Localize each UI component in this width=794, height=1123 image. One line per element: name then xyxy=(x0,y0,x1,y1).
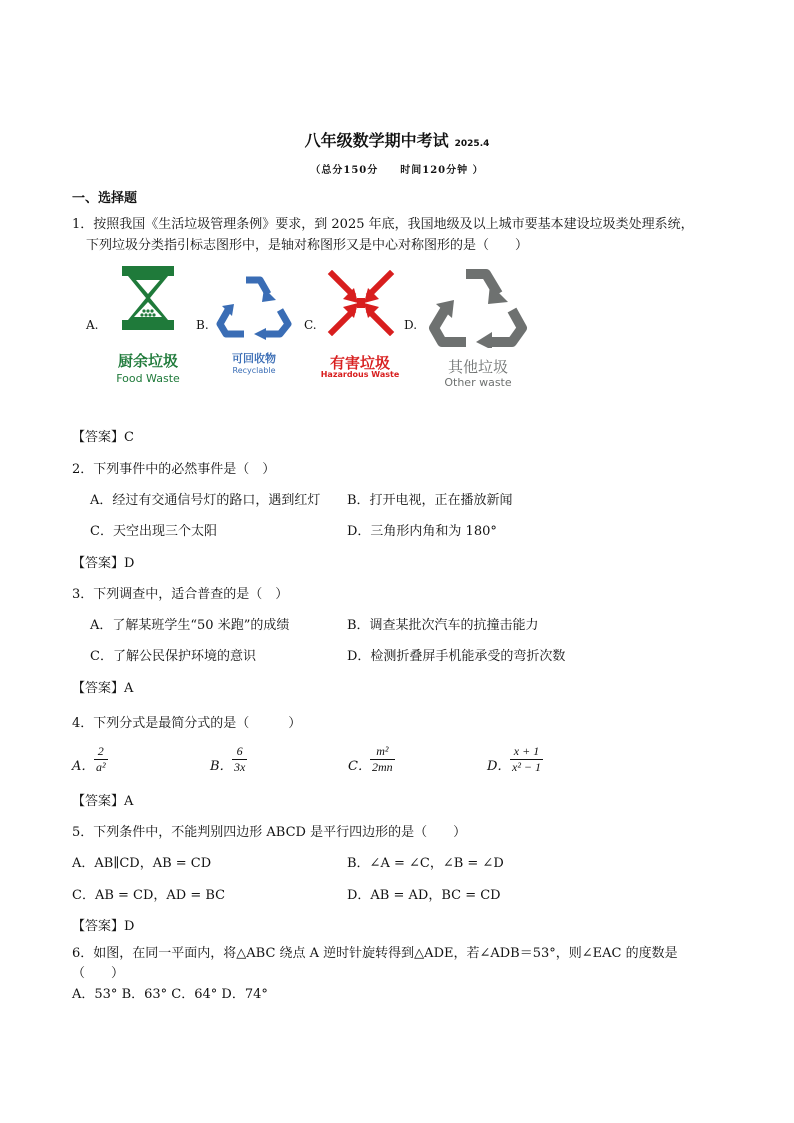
q6-stem-line1: 6．如图，在同一平面内，将△ABC 绕点 A 逆时针旋转得到△ADE，若∠ADB＝53°，则∠EAC 的度数是 xyxy=(72,946,678,961)
section-heading: 一、选择题 xyxy=(72,191,138,206)
exam-date: 2025.4 xyxy=(454,139,490,149)
q2-option-b: B．打开电视，正在播放新闻 xyxy=(347,493,513,508)
page-title xyxy=(0,128,794,151)
q3-stem: 3．下列调查中，适合普查的是（ ） xyxy=(72,587,289,602)
q5-option-c: C．AB = CD，AD = BC xyxy=(72,888,226,903)
logo-a-cn: 厨余垃圾 xyxy=(117,352,178,370)
q3-option-a: A．了解某班学生“50 米跑”的成绩 xyxy=(90,618,290,633)
q2-option-a: A．经过有交通信号灯的路口，遇到红灯 xyxy=(90,493,321,508)
q5-stem: 5．下列条件中，不能判别四边形 ABCD 是平行四边形的是（ ） xyxy=(72,825,467,840)
q4-option-c-fraction xyxy=(370,744,395,775)
fraction-numerator: m² xyxy=(370,744,395,760)
fraction-denominator: x² − 1 xyxy=(512,760,542,774)
exam-title: 八年级数学期中考试 xyxy=(304,131,449,150)
recycle-icon xyxy=(428,262,528,348)
q1-option-b-label: B. xyxy=(196,318,209,332)
q4-option-b-label: B． xyxy=(210,759,233,774)
q1-stem-line1: 1．按照我国《生活垃圾管理条例》要求，到 2025 年底，我国地级及以上城市要基本建设垃圾类处理系统， xyxy=(72,217,694,232)
q5-option-b: B．∠A = ∠C，∠B = ∠D xyxy=(347,856,504,871)
q4-option-a-label: A． xyxy=(72,759,95,774)
q2-stem: 2．下列事件中的必然事件是（ ） xyxy=(72,462,276,477)
q4-stem: 4．下列分式是最简分式的是（ ） xyxy=(72,716,302,731)
q1-stem-line2: 下列垃圾分类指引标志图形中，是轴对称图形又是中心对称图形的是（ ） xyxy=(86,238,529,253)
logo-d-en: Other waste xyxy=(444,376,512,389)
hourglass-icon xyxy=(118,264,178,332)
exam-subtitle: （总分150分 时间120分钟 ） xyxy=(310,165,484,176)
q5-option-a: A．AB∥CD，AB = CD xyxy=(72,856,212,871)
q1-answer: 【答案】C xyxy=(72,430,134,445)
q3-option-c: C．了解公民保护环境的意识 xyxy=(90,649,256,664)
recycle-icon xyxy=(214,270,294,342)
q5-answer: 【答案】D xyxy=(72,919,135,934)
q1-option-a-label: A. xyxy=(86,318,99,332)
q1-option-d-label: D. xyxy=(404,318,418,332)
logo-d-cn: 其他垃圾 xyxy=(447,358,508,376)
logo-b-cn: 可回收物 xyxy=(232,352,276,365)
q3-option-b: B．调查某批次汽车的抗撞击能力 xyxy=(347,618,539,633)
logo-c-en: Hazardous Waste xyxy=(320,370,400,379)
q6-stem-line2: （ ） xyxy=(72,966,125,981)
q4-option-b-fraction xyxy=(232,744,247,775)
q4-option-a-fraction xyxy=(94,744,108,775)
logo-b-en: Recyclable xyxy=(232,366,276,375)
q4-option-d-label: D． xyxy=(487,759,511,774)
q5-option-d: D．AB = AD，BC = CD xyxy=(347,888,501,903)
q2-answer: 【答案】D xyxy=(72,556,135,571)
cross-arrows-icon xyxy=(326,270,396,336)
fraction-denominator: 3x xyxy=(234,760,246,774)
fraction-numerator: x + 1 xyxy=(510,744,543,760)
q6-options: A．53° B．63° C．64° D．74° xyxy=(72,987,268,1002)
q2-option-c: C．天空出现三个太阳 xyxy=(90,524,217,539)
q2-option-d: D．三角形内角和为 180° xyxy=(347,524,497,539)
logo-c-cn: 有害垃圾 xyxy=(329,354,390,372)
q3-option-d: D．检测折叠屏手机能承受的弯折次数 xyxy=(347,649,566,664)
logo-a-en: Food Waste xyxy=(116,372,180,385)
fraction-denominator: 2mn xyxy=(372,760,393,774)
q1-option-c-label: C. xyxy=(304,318,317,332)
fraction-denominator: a² xyxy=(96,760,106,774)
fraction-numerator: 6 xyxy=(232,744,247,760)
q3-answer: 【答案】A xyxy=(72,681,134,696)
fraction-numerator: 2 xyxy=(94,744,108,760)
q4-option-c-label: C． xyxy=(348,759,371,774)
q4-option-d-fraction xyxy=(510,744,543,775)
q4-answer: 【答案】A xyxy=(72,794,134,809)
